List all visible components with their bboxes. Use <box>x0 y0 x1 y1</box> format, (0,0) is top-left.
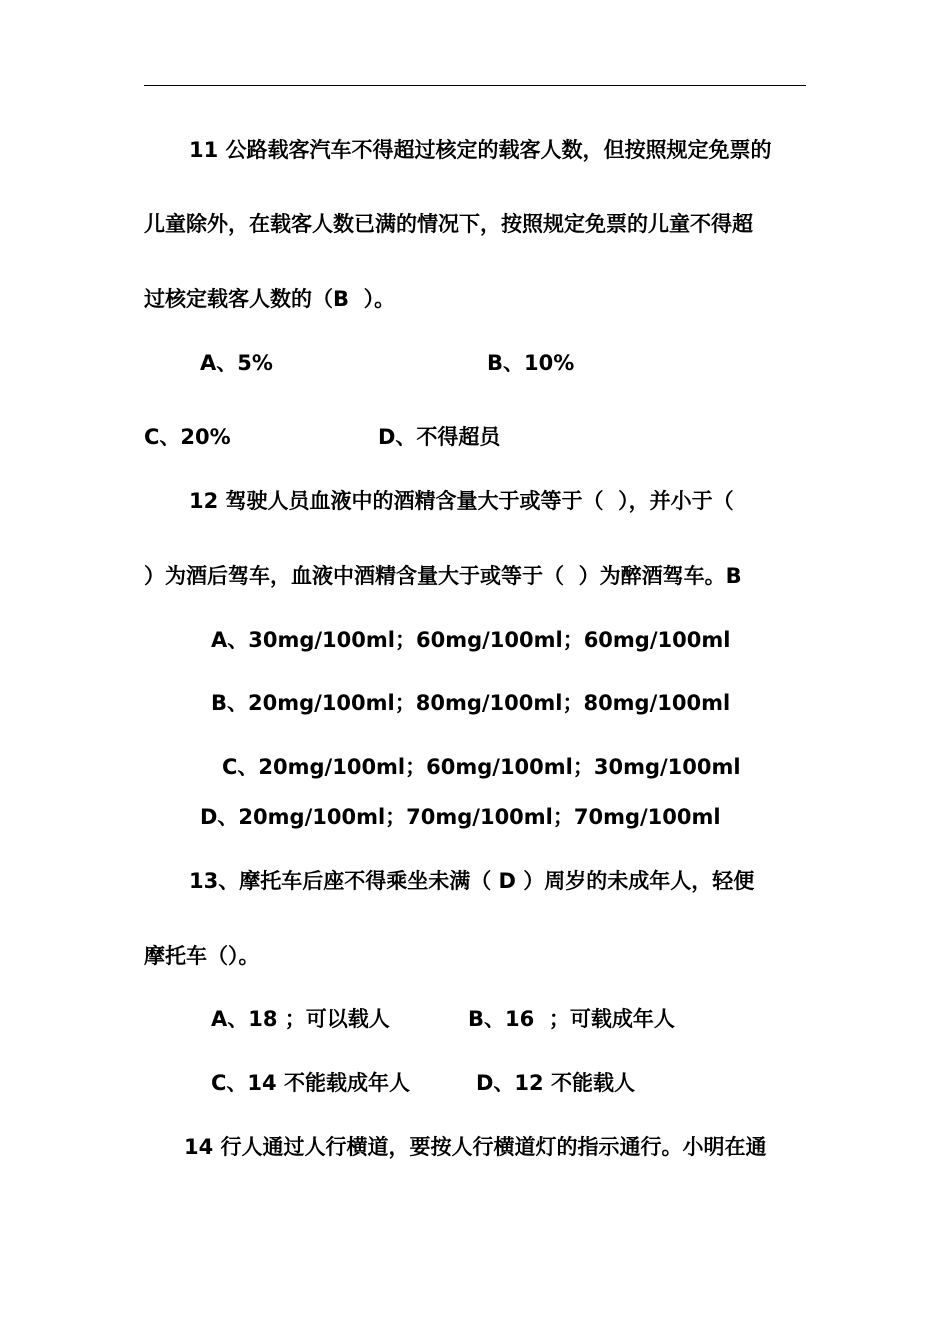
q13-option-d: D、12 不能载人 <box>476 1071 635 1095</box>
q11-text-line-1: 11 公路载客汽车不得超过核定的载客人数，但按照规定免票的 <box>189 138 772 162</box>
header-rule <box>144 85 806 86</box>
q14-text-line-1: 14 行人通过人行横道，要按人行横道灯的指示通行。小明在通 <box>184 1135 767 1159</box>
q12-text-line-2: ）为酒后驾车，血液中酒精含量大于或等于（ ）为醉酒驾车。B <box>144 564 742 588</box>
q12-option-d: D、20mg/100ml；70mg/100ml；70mg/100ml <box>200 805 721 829</box>
q13-option-c: C、14 不能载成年人 <box>211 1071 410 1095</box>
q13-text-line-2: 摩托车（）。 <box>144 944 260 968</box>
q11-option-c: C、20% <box>144 425 231 449</box>
q11-option-b: B、10% <box>487 351 575 375</box>
q13-option-a: A、18 ；可以载人 <box>211 1007 390 1031</box>
q11-text-line-2: 儿童除外，在载客人数已满的情况下，按照规定免票的儿童不得超 <box>144 212 753 236</box>
q13-option-b: B、16 ；可载成年人 <box>468 1007 675 1031</box>
q12-option-a: A、30mg/100ml；60mg/100ml；60mg/100ml <box>211 628 731 652</box>
q11-option-a: A、5% <box>200 351 273 375</box>
q12-option-c: C、20mg/100ml；60mg/100ml；30mg/100ml <box>222 755 741 779</box>
q11-text-line-3: 过核定载客人数的（B ）。 <box>144 287 396 311</box>
q11-option-d: D、不得超员 <box>378 425 501 449</box>
q12-option-b: B、20mg/100ml；80mg/100ml；80mg/100ml <box>211 691 731 715</box>
q12-text-line-1: 12 驾驶人员血液中的酒精含量大于或等于（ ），并小于（ <box>189 489 734 513</box>
q13-text-line-1: 13、摩托车后座不得乘坐未满（ D ）周岁的未成年人，轻便 <box>189 869 755 893</box>
